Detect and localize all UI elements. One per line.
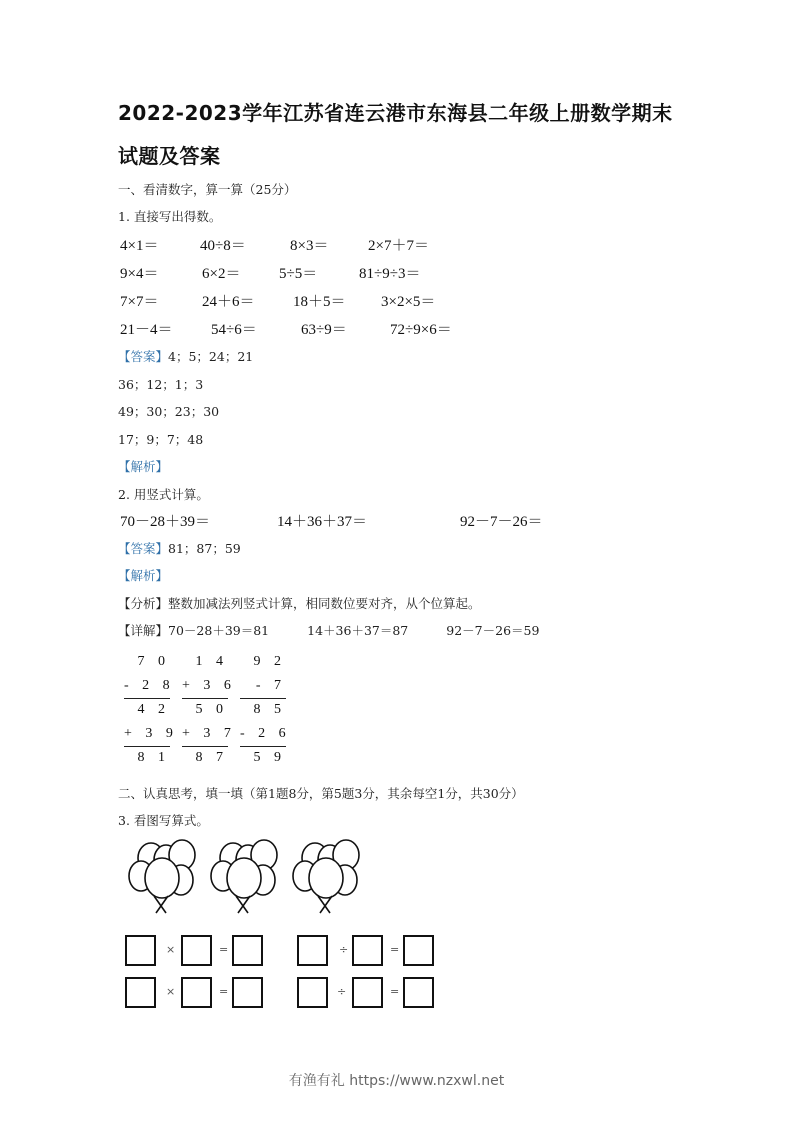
document-title-line2: 试题及答案 <box>118 144 221 168</box>
q1-equation: 24＋6＝ <box>202 294 255 310</box>
fenxi-tag: 【分析】 <box>118 596 169 611</box>
vcalc-line: + 3 7 <box>182 726 236 741</box>
vcalc-line: + 3 6 <box>182 678 236 693</box>
q1-row-4 <box>120 318 720 338</box>
q2-label: 2. 用竖式计算。 <box>118 487 209 502</box>
q1-equation: 18＋5＝ <box>293 294 346 310</box>
document-title-line1: 2022-2023学年江苏省连云港市东海县二年级上册数学期末 <box>118 101 673 125</box>
q1-answer-1: 4；5；24；21 <box>168 349 254 364</box>
q2-problem: 14＋36＋37＝ <box>277 514 368 530</box>
footer-watermark: 有渔有礼 https://www.nzxwl.net <box>288 1073 505 1089</box>
equals-sign: = <box>219 985 229 998</box>
equals-sign: = <box>219 943 229 956</box>
section1-heading: 一、看清数字，算一算（25分） <box>118 182 297 197</box>
vcalc-line: 1 4 <box>195 654 228 669</box>
answer-box[interactable] <box>232 935 263 966</box>
xiangjie-2: 14＋36＋37＝87 <box>307 623 409 638</box>
vcalc-line: + 3 9 <box>124 726 178 741</box>
vcalc-line: 8 7 <box>195 750 228 765</box>
vcalc-rule <box>240 698 286 699</box>
xiangjie-1: 70－28＋39＝81 <box>168 623 270 638</box>
vcalc-line: 5 0 <box>195 702 228 717</box>
vcalc-rule <box>182 746 228 747</box>
answer-box[interactable] <box>125 977 156 1008</box>
q1-equation: 63÷9＝ <box>301 322 347 338</box>
answer-box[interactable] <box>181 977 212 1008</box>
vcalc-line: 5 9 <box>253 750 286 765</box>
answer-box[interactable] <box>403 935 434 966</box>
q1-row-2 <box>120 262 720 282</box>
q1-row-3 <box>120 290 720 310</box>
vcalc-rule <box>182 698 228 699</box>
q2-answer-line <box>118 539 241 557</box>
equals-sign: = <box>390 943 400 956</box>
q1-equation: 72÷9×6＝ <box>390 322 452 338</box>
q1-equation: 54÷6＝ <box>211 322 257 338</box>
q1-equation: 8×3＝ <box>290 238 329 254</box>
equals-sign: = <box>390 985 400 998</box>
answer-box[interactable] <box>297 935 328 966</box>
answer-box[interactable] <box>352 935 383 966</box>
answer-box[interactable] <box>352 977 383 1008</box>
q2-xiangjie-line <box>118 621 539 639</box>
multiply-sign: × <box>166 985 176 998</box>
divide-sign: ÷ <box>337 985 347 998</box>
q1-answer-line <box>118 347 253 365</box>
q1-answer-3: 49；30；23；30 <box>118 404 220 419</box>
q1-equation: 3×2×5＝ <box>381 294 436 310</box>
q1-equation: 7×7＝ <box>120 294 159 310</box>
vcalc-line: 8 5 <box>253 702 286 717</box>
q1-answer-2: 36；12；1；3 <box>118 377 204 392</box>
answer-tag: 【答案】 <box>118 541 169 556</box>
fenxi-text: 整数加减法列竖式计算，相同数位要对齐，从个位算起。 <box>168 596 481 611</box>
balloon-group-icon <box>208 838 284 916</box>
q1-equation: 21－4＝ <box>120 322 173 338</box>
vcalc-line: - 2 8 <box>124 678 175 693</box>
vcalc-line: - 7 <box>255 678 286 693</box>
balloon-group-icon <box>126 838 202 916</box>
q1-answer-4: 17；9；7；48 <box>118 432 204 447</box>
q1-equation: 4×1＝ <box>120 238 159 254</box>
analysis-tag: 【解析】 <box>118 568 169 583</box>
q2-answer: 81；87；59 <box>168 541 241 556</box>
vcalc-line: 7 0 <box>137 654 170 669</box>
q1-equation: 40÷8＝ <box>200 238 246 254</box>
divide-sign: ÷ <box>339 943 349 956</box>
balloon-group-icon <box>290 838 366 916</box>
vcalc-rule <box>240 746 286 747</box>
q2-fenxi-line <box>118 594 481 612</box>
section2-heading: 二、认真思考，填一填（第1题8分，第5题3分，其余每空1分，共30分） <box>118 786 524 801</box>
vcalc-line: 9 2 <box>253 654 286 669</box>
vcalc-line: - 2 6 <box>240 726 291 741</box>
answer-box[interactable] <box>181 935 212 966</box>
q1-equation: 5÷5＝ <box>279 266 318 282</box>
q2-problems <box>120 510 720 530</box>
analysis-tag: 【解析】 <box>118 459 169 474</box>
q2-problem: 92－7－26＝ <box>460 514 543 530</box>
xiangjie-tag: 【详解】 <box>118 623 169 638</box>
q1-equation: 2×7＋7＝ <box>368 238 429 254</box>
q1-row-1 <box>120 234 720 254</box>
vcalc-rule <box>124 746 170 747</box>
q1-equation: 6×2＝ <box>202 266 241 282</box>
answer-box[interactable] <box>125 935 156 966</box>
q1-label: 1. 直接写出得数。 <box>118 209 222 224</box>
answer-box[interactable] <box>232 977 263 1008</box>
multiply-sign: × <box>166 943 176 956</box>
vcalc-line: 8 1 <box>137 750 170 765</box>
vcalc-line: 4 2 <box>137 702 170 717</box>
q1-equation: 81÷9÷3＝ <box>359 266 421 282</box>
answer-box[interactable] <box>297 977 328 1008</box>
q2-problem: 70－28＋39＝ <box>120 514 211 530</box>
q1-equation: 9×4＝ <box>120 266 159 282</box>
xiangjie-3: 92－7－26＝59 <box>446 623 540 638</box>
answer-tag: 【答案】 <box>118 349 169 364</box>
q3-label: 3. 看图写算式。 <box>118 813 209 828</box>
vcalc-rule <box>124 698 170 699</box>
answer-box[interactable] <box>403 977 434 1008</box>
